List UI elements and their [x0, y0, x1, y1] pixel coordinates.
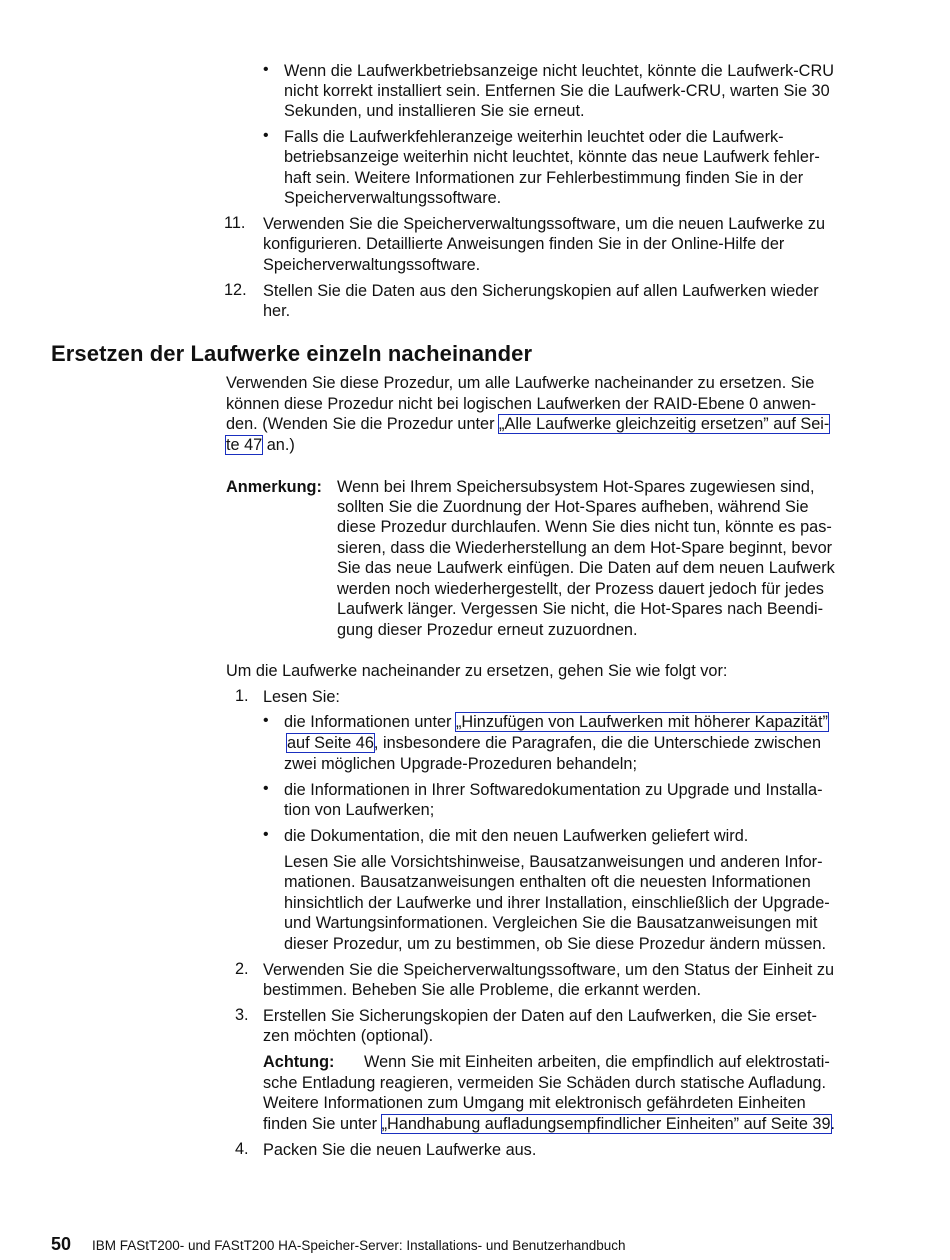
text-span: die Informationen unter	[284, 713, 456, 731]
step-number: 3.	[235, 1006, 249, 1024]
note-line: diese Prozedur durchlaufen. Wenn Sie dies nicht tun, könnte es pas-	[337, 518, 832, 536]
step-number: 12.	[224, 281, 247, 299]
paragraph-line: Verwenden Sie die Speicherverwaltungssoftware, um die neuen Laufwerke zu	[263, 215, 826, 233]
bullet-icon: •	[263, 127, 269, 144]
note-line: Wenn bei Ihrem Speichersubsystem Hot-Spares zugewiesen sind,	[337, 478, 815, 496]
note-label: Anmerkung:	[226, 478, 322, 496]
paragraph-line: zwei möglichen Upgrade-Prozeduren behandeln;	[284, 755, 637, 773]
paragraph-line: Stellen Sie die Daten aus den Sicherungskopien auf allen Laufwerken wieder	[263, 282, 819, 300]
link-hinzufuegen[interactable]: „Hinzufügen von Laufwerken mit höherer Kapazität”	[455, 713, 828, 731]
paragraph-line: zen möchten (optional).	[263, 1027, 434, 1045]
paragraph-line: Packen Sie die neuen Laufwerke aus.	[263, 1141, 537, 1159]
paragraph-line: die Dokumentation, die mit den neuen Laufwerken geliefert wird.	[284, 827, 749, 845]
paragraph-line: können diese Prozedur nicht bei logischen Laufwerken der RAID-Ebene 0 anwen-	[226, 395, 817, 413]
paragraph-line: Verwenden Sie diese Prozedur, um alle Laufwerke nacheinander zu ersetzen. Sie	[226, 374, 815, 392]
step-number: 4.	[235, 1140, 249, 1158]
lead-text: Um die Laufwerke nacheinander zu ersetzen, gehen Sie wie folgt vor:	[226, 662, 728, 680]
paragraph-line	[226, 414, 829, 435]
paragraph-line: bestimmen. Beheben Sie alle Probleme, die erkannt werden.	[263, 981, 702, 999]
paragraph-line: Falls die Laufwerkfehleranzeige weiterhin leuchtet oder die Laufwerk-	[284, 128, 784, 146]
text-span: .	[830, 1115, 836, 1133]
note-line: sollten Sie die Zuordnung der Hot-Spares aufheben, während Sie	[337, 498, 809, 516]
paragraph-line: Erstellen Sie Sicherungskopien der Daten auf den Laufwerken, die Sie erset-	[263, 1007, 817, 1025]
paragraph-line: Weitere Informationen zum Umgang mit elektronisch gefährdeten Einheiten	[263, 1094, 806, 1112]
bullet-icon: •	[263, 712, 269, 729]
paragraph-line: dieser Prozedur, um zu bestimmen, ob Sie diese Prozedur ändern müssen.	[284, 935, 827, 953]
paragraph-line: sche Entladung reagieren, vermeiden Sie Schäden durch statische Aufladung.	[263, 1074, 826, 1092]
link-seite-47[interactable]: te 47	[226, 436, 263, 454]
paragraph-line	[284, 712, 828, 733]
note-line: Sie das neue Laufwerk einfügen. Die Daten auf dem neuen Laufwerk	[337, 559, 835, 577]
attention-label: Achtung:	[263, 1053, 335, 1071]
paragraph-line: Speicherverwaltungssoftware.	[263, 256, 481, 274]
section-title: Ersetzen der Laufwerke einzeln nacheinander	[51, 341, 533, 366]
paragraph-line: haft sein. Weitere Informationen zur Fehlerbestimmung finden Sie in der	[284, 169, 804, 187]
paragraph-line: mationen. Bausatzanweisungen enthalten oft die neuesten Informationen	[284, 873, 811, 891]
paragraph-line: konfigurieren. Detaillierte Anweisungen finden Sie in der Online-Hilfe der	[263, 235, 785, 253]
note-line: gung dieser Prozedur erneut zuzuordnen.	[337, 621, 638, 639]
step-number: 11.	[224, 214, 246, 232]
paragraph-line: Wenn die Laufwerkbetriebsanzeige nicht leuchtet, könnte die Laufwerk-CRU	[284, 62, 834, 80]
step-number: 1.	[235, 687, 249, 705]
paragraph-line: und Wartungsinformationen. Vergleichen Sie die Bausatzanweisungen mit	[284, 914, 818, 932]
note-line: Laufwerk länger. Vergessen Sie nicht, die Hot-Spares nach Beendi-	[337, 600, 824, 618]
text-span: , insbesondere die Paragrafen, die die Unterschiede zwischen	[373, 734, 822, 752]
bullet-icon: •	[263, 826, 269, 843]
paragraph-line: die Informationen in Ihrer Softwaredokumentation zu Upgrade und Installa-	[284, 781, 823, 799]
bullet-icon: •	[263, 61, 269, 78]
step-number: 2.	[235, 960, 249, 978]
paragraph-line: her.	[263, 302, 291, 320]
text-span: an.)	[262, 436, 295, 454]
paragraph-line: Sekunden, und installieren Sie sie erneut.	[284, 102, 585, 120]
footer-title: IBM FAStT200- und FAStT200 HA-Speicher-Server: Installations- und Benutzerhandbuch	[92, 1238, 626, 1253]
paragraph-line: Lesen Sie alle Vorsichtshinweise, Bausatzanweisungen und anderen Infor-	[284, 853, 823, 871]
bullet-icon: •	[263, 780, 269, 797]
text-span: finden Sie unter	[263, 1115, 382, 1133]
link-seite-46[interactable]: auf Seite 46	[287, 734, 374, 752]
note-line: sieren, dass die Wiederherstellung an dem Hot-Spare beginnt, bevor	[337, 539, 833, 557]
link-alle-laufwerke[interactable]: „Alle Laufwerke gleichzeitig ersetzen” auf Sei-	[499, 415, 830, 433]
paragraph-line: Lesen Sie:	[263, 688, 340, 706]
paragraph-line: Speicherverwaltungssoftware.	[284, 189, 502, 207]
paragraph-line: betriebsanzeige weiterhin nicht leuchtet, könnte das neue Laufwerk fehler-	[284, 148, 820, 166]
link-handhabung[interactable]: „Handhabung aufladungsempfindlicher Einheiten” auf Seite 39	[381, 1115, 831, 1133]
paragraph-line: nicht korrekt installiert sein. Entfernen Sie die Laufwerk-CRU, warten Sie 30	[284, 82, 830, 100]
paragraph-line	[226, 435, 295, 456]
note-line: werden noch wiederhergestellt, der Prozess dauert jedoch für jedes	[337, 580, 824, 598]
paragraph-line: tion von Laufwerken;	[284, 801, 435, 819]
paragraph-line	[284, 733, 821, 754]
paragraph-line	[263, 1114, 835, 1135]
paragraph-line: Verwenden Sie die Speicherverwaltungssoftware, um den Status der Einheit zu	[263, 961, 835, 979]
page-number: 50	[51, 1234, 72, 1254]
paragraph-line: Wenn Sie mit Einheiten arbeiten, die empfindlich auf elektrostati-	[364, 1053, 830, 1071]
paragraph-line: hinsichtlich der Laufwerke und ihrer Installation, einschließlich der Upgrade-	[284, 894, 830, 912]
text-span: den. (Wenden Sie die Prozedur unter	[226, 415, 500, 433]
